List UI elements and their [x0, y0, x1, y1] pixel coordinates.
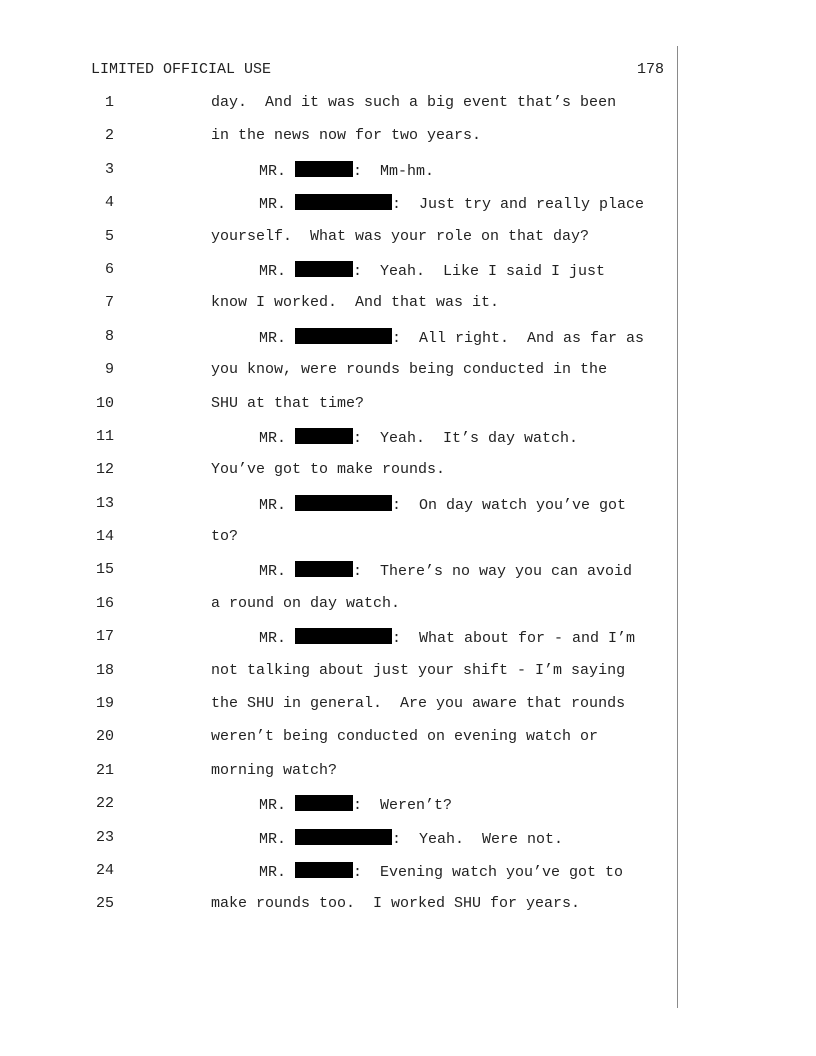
line-number: 22	[95, 795, 114, 813]
transcript-line	[0, 127, 816, 160]
line-text: weren’t being conducted on evening watch or	[211, 728, 599, 746]
transcript-line	[0, 862, 816, 895]
line-number: 21	[95, 761, 114, 779]
line-number: 25	[95, 895, 114, 913]
speaker-text: : Yeah. It’s day watch.	[353, 429, 579, 447]
line-number: 13	[95, 494, 114, 512]
line-text: You’ve got to make rounds.	[211, 461, 446, 479]
line-number: 6	[104, 260, 114, 278]
transcript-line	[0, 829, 816, 862]
speaker-line	[259, 561, 632, 580]
speaker-prefix: MR.	[259, 196, 296, 214]
speaker-prefix: MR.	[259, 162, 296, 180]
transcript-line	[0, 795, 816, 828]
transcript-line	[0, 662, 816, 695]
transcript-body	[0, 94, 816, 929]
speaker-prefix: MR.	[259, 830, 296, 848]
speaker-line	[259, 328, 644, 347]
line-text: not talking about just your shift - I’m saying	[211, 661, 626, 679]
transcript-line	[0, 695, 816, 728]
redaction-box	[295, 328, 392, 344]
line-text: yourself. What was your role on that day?	[211, 227, 590, 245]
redaction-box	[295, 194, 392, 210]
speaker-text: : On day watch you’ve got	[392, 496, 627, 514]
classification-header: LIMITED OFFICIAL USE	[91, 61, 272, 78]
speaker-line	[259, 194, 644, 213]
line-text: make rounds too. I worked SHU for years.	[211, 895, 581, 913]
line-number: 1	[104, 94, 114, 111]
line-number: 5	[104, 227, 114, 245]
line-text: SHU at that time?	[211, 394, 365, 412]
redaction-box	[295, 862, 353, 878]
line-text: in the news now for two years.	[211, 127, 482, 145]
transcript-line	[0, 561, 816, 594]
line-number: 9	[104, 361, 114, 379]
line-number: 18	[95, 661, 114, 679]
speaker-text: : What about for - and I’m	[392, 630, 636, 648]
redaction-box	[295, 829, 392, 845]
speaker-text: : There’s no way you can avoid	[353, 563, 633, 581]
redaction-box	[295, 561, 353, 577]
line-number: 14	[95, 528, 114, 546]
transcript-line	[0, 762, 816, 795]
speaker-prefix: MR.	[259, 863, 296, 881]
speaker-prefix: MR.	[259, 630, 296, 648]
speaker-line	[259, 795, 452, 814]
speaker-text: : Yeah. Were not.	[392, 830, 564, 848]
speaker-prefix: MR.	[259, 329, 296, 347]
transcript-line	[0, 595, 816, 628]
speaker-line	[259, 495, 626, 514]
speaker-line	[259, 862, 623, 881]
transcript-line	[0, 495, 816, 528]
transcript-line	[0, 194, 816, 227]
line-number: 3	[104, 160, 114, 178]
speaker-line	[259, 428, 578, 447]
speaker-prefix: MR.	[259, 262, 296, 280]
speaker-text: : Evening watch you’ve got to	[353, 863, 624, 881]
transcript-line	[0, 261, 816, 294]
line-number: 7	[104, 294, 114, 312]
transcript-line	[0, 395, 816, 428]
line-text: to?	[211, 528, 239, 546]
speaker-prefix: MR.	[259, 563, 296, 581]
redaction-box	[295, 428, 353, 444]
speaker-prefix: MR.	[259, 496, 296, 514]
redaction-box	[295, 261, 353, 277]
speaker-prefix: MR.	[259, 797, 296, 815]
speaker-text: : Just try and really place	[392, 196, 645, 214]
speaker-line	[259, 628, 635, 647]
transcript-line	[0, 161, 816, 194]
line-number: 15	[95, 561, 114, 579]
line-text: morning watch?	[211, 761, 338, 779]
page-number: 178	[637, 61, 665, 78]
transcript-line	[0, 428, 816, 461]
transcript-line	[0, 728, 816, 761]
line-text: day. And it was such a big event that’s been	[211, 94, 617, 111]
transcript-line	[0, 94, 816, 127]
line-number: 17	[95, 628, 114, 646]
transcript-line	[0, 628, 816, 661]
transcript-line	[0, 294, 816, 327]
redaction-box	[295, 795, 353, 811]
transcript-line	[0, 328, 816, 361]
speaker-text: : Yeah. Like I said I just	[353, 262, 606, 280]
line-number: 10	[95, 394, 114, 412]
line-number: 16	[95, 594, 114, 612]
line-text: you know, were rounds being conducted in the	[211, 361, 608, 379]
transcript-line	[0, 228, 816, 261]
line-text: know I worked. And that was it.	[211, 294, 500, 312]
line-number: 12	[95, 461, 114, 479]
line-number: 19	[95, 695, 114, 713]
line-number: 20	[95, 728, 114, 746]
speaker-line	[259, 261, 605, 280]
speaker-text: : Mm-hm.	[353, 162, 435, 180]
transcript-line	[0, 895, 816, 928]
redaction-box	[295, 628, 392, 644]
speaker-text: : All right. And as far as	[392, 329, 645, 347]
line-number: 23	[95, 828, 114, 846]
line-number: 4	[104, 194, 114, 212]
line-text: a round on day watch.	[211, 594, 401, 612]
line-number: 11	[95, 427, 114, 445]
transcript-line	[0, 361, 816, 394]
line-number: 8	[104, 327, 114, 345]
redaction-box	[295, 161, 353, 177]
speaker-text: : Weren’t?	[353, 797, 453, 815]
transcript-line	[0, 461, 816, 494]
line-text: the SHU in general. Are you aware that rounds	[211, 695, 626, 713]
redaction-box	[295, 495, 392, 511]
speaker-line	[259, 161, 434, 180]
speaker-line	[259, 829, 563, 848]
transcript-line	[0, 528, 816, 561]
line-number: 24	[95, 861, 114, 879]
line-number: 2	[104, 127, 114, 145]
speaker-prefix: MR.	[259, 429, 296, 447]
